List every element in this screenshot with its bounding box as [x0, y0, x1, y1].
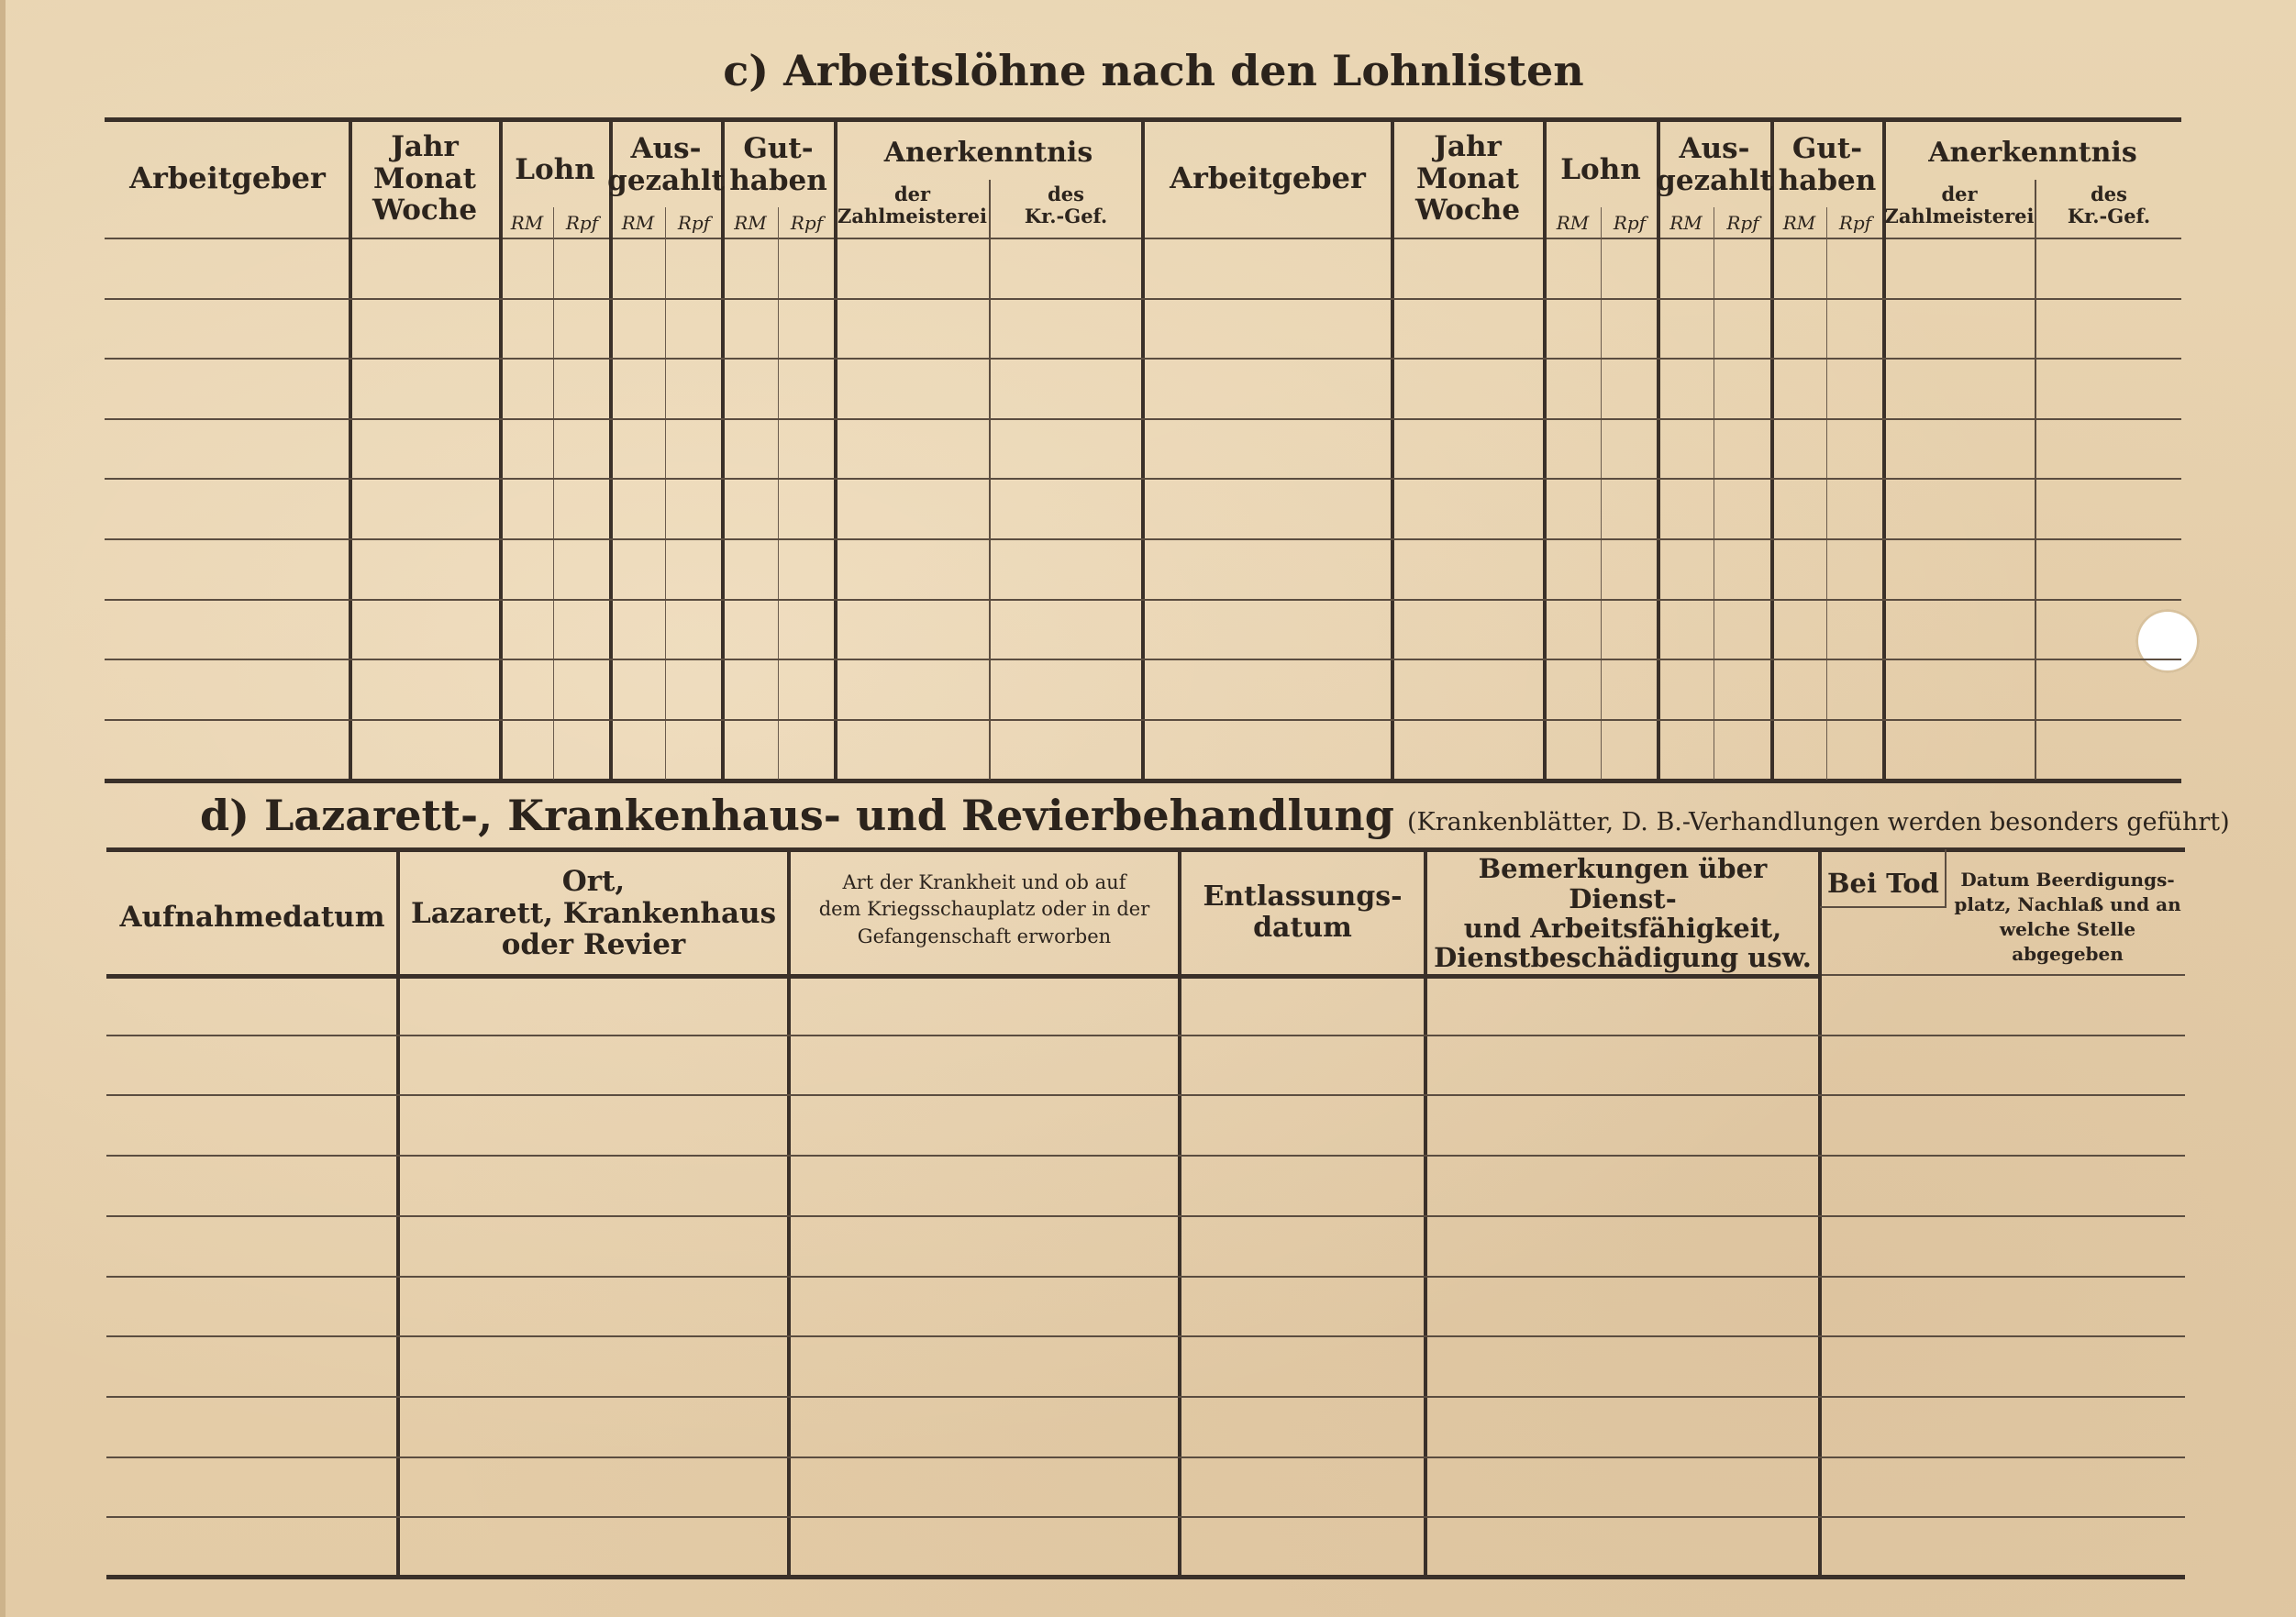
- label-art2: dem Kriegsschauplatz oder in der: [818, 898, 1150, 921]
- col-header-ort: [400, 858, 787, 969]
- label-art1: Art der Krankheit und ob auf: [842, 870, 1126, 893]
- col-divider: [1178, 849, 1181, 1578]
- sub-rpf: Rpf: [790, 211, 824, 234]
- sub-der-zahlmeisterei: [836, 176, 989, 235]
- label-krgef: Kr.-Gef.: [1024, 205, 1108, 227]
- row-rule: [106, 1335, 2185, 1337]
- col-divider: [778, 207, 779, 780]
- label-der: der: [893, 183, 931, 206]
- row-rule: [105, 719, 2181, 721]
- row-rule: [106, 1276, 2185, 1278]
- col-divider: [1818, 849, 1822, 1578]
- label-bem2: und Arbeitsfähigkeit,: [1463, 913, 1782, 944]
- label-monat: Monat: [373, 161, 476, 195]
- sub-rm: RM: [621, 211, 655, 234]
- label-der: der: [1941, 183, 1978, 206]
- col-header-anerkenntnis: Anerkenntnis: [883, 137, 1093, 170]
- label-revier: oder Revier: [501, 928, 686, 962]
- sub-rpf: Rpf: [1838, 211, 1872, 234]
- label-jahr: Jahr: [1434, 129, 1502, 163]
- label-des: des: [1048, 183, 1084, 206]
- table-d-bottom-rule: [106, 1575, 2185, 1579]
- label-datum3: welche Stelle abgegeben: [1999, 918, 2136, 965]
- col-header-ausgezahlt-2: [1656, 128, 1773, 202]
- label-jahr: Jahr: [391, 129, 459, 163]
- label-aus: Aus-: [1679, 132, 1750, 166]
- label-entl2: datum: [1253, 912, 1352, 944]
- row-rule: [106, 1094, 2185, 1096]
- row-rule: [106, 1396, 2185, 1398]
- label-zahlmeisterei: Zahlmeisterei: [837, 205, 988, 227]
- col-header-aufnahmedatum: Aufnahmedatum: [119, 900, 385, 934]
- sub-rpf: Rpf: [1613, 211, 1647, 234]
- row-rule: [105, 659, 2181, 660]
- col-header-art-der-krankheit: [791, 858, 1178, 961]
- sub-des-krgef-2: [2036, 176, 2181, 235]
- row-rule: [105, 358, 2181, 360]
- table-d-top-rule: [106, 847, 2185, 852]
- section-c-title: c) Arbeitslöhne nach den Lohnlisten: [723, 46, 1584, 95]
- section-d-title-wrap: [200, 791, 2230, 840]
- sub-rpf: Rpf: [677, 211, 711, 234]
- section-d-note: (Krankenblätter, D. B.-Verhandlungen werden besonders geführt): [1406, 808, 2230, 836]
- col-header-arbeitgeber-2: Arbeitgeber: [1170, 161, 1366, 196]
- punch-hole: [2135, 609, 2200, 673]
- label-woche: Woche: [372, 194, 478, 227]
- label-des: des: [2091, 183, 2127, 206]
- col-header-anerkenntnis-2: Anerkenntnis: [1928, 137, 2137, 170]
- section-d-title: d) Lazarett-, Krankenhaus- und Revierbehandlung: [200, 791, 1394, 840]
- label-gezahlt: gezahlt: [607, 164, 725, 197]
- label-datum1: Datum Beerdigungs-: [1960, 869, 2175, 891]
- row-rule: [105, 538, 2181, 540]
- sub-rm: RM: [1556, 211, 1590, 234]
- label-bei-tod: Bei Tod: [1827, 867, 1939, 899]
- row-rule: [105, 418, 2181, 420]
- col-header-jahr-monat-woche: [350, 128, 499, 229]
- label-woche: Woche: [1414, 194, 1521, 227]
- row-rule: [106, 1035, 2185, 1036]
- label-bem3: Dienstbeschädigung usw.: [1434, 942, 1812, 974]
- label-gezahlt: gezahlt: [1656, 164, 1773, 197]
- col-header-datum-beerdigung: [1950, 871, 2185, 963]
- label-aus: Aus-: [630, 132, 702, 166]
- bei-tod-box-bottom: [1820, 906, 1947, 908]
- col-divider: [1141, 119, 1145, 780]
- label-lazarett: Lazarett, Krankenhaus: [410, 896, 777, 930]
- label-zahlmeisterei: Zahlmeisterei: [1884, 205, 2035, 227]
- label-gut: Gut-: [743, 132, 814, 166]
- label-haben: haben: [1778, 164, 1877, 197]
- row-rule: [105, 599, 2181, 601]
- label-krgef: Kr.-Gef.: [2067, 205, 2151, 227]
- sub-rm: RM: [1782, 211, 1816, 234]
- col-header-guthaben: [723, 128, 834, 202]
- sub-rm: RM: [1669, 211, 1703, 234]
- label-monat: Monat: [1416, 161, 1519, 195]
- row-rule: [106, 1215, 2185, 1217]
- col-divider: [665, 207, 666, 780]
- col-header-entlassungsdatum: [1181, 871, 1424, 954]
- row-rule: [106, 1456, 2185, 1458]
- col-header-lohn: Lohn: [515, 152, 595, 186]
- col-header-lohn-2: Lohn: [1560, 152, 1641, 186]
- sub-rm: RM: [510, 211, 544, 234]
- row-rule: [105, 298, 2181, 300]
- table-d-header-rule: [106, 974, 1820, 979]
- label-entl1: Entlassungs-: [1203, 880, 1403, 914]
- row-rule: [106, 1516, 2185, 1518]
- label-datum2: platz, Nachlaß und an: [1954, 893, 2181, 915]
- table-d-header-rule-right: [1820, 974, 2185, 976]
- label-art3: Gefangenschaft erworben: [857, 925, 1112, 947]
- row-rule: [106, 1155, 2185, 1157]
- col-divider: [1826, 207, 1827, 780]
- col-header-arbeitgeber: Arbeitgeber: [129, 161, 326, 196]
- col-header-guthaben-2: [1772, 128, 1882, 202]
- col-header-ausgezahlt: [607, 128, 725, 202]
- sub-rpf: Rpf: [565, 211, 599, 234]
- bei-tod-box-right: [1945, 849, 1947, 908]
- label-bem1: Bemerkungen über Dienst-: [1478, 853, 1768, 914]
- row-rule: [105, 478, 2181, 480]
- label-haben: haben: [729, 164, 827, 197]
- sub-rm: RM: [734, 211, 767, 234]
- sub-des-krgef: [991, 176, 1141, 235]
- sub-rpf: Rpf: [1726, 211, 1759, 234]
- col-divider: [1601, 207, 1602, 780]
- col-header-jahr-monat-woche-2: [1392, 128, 1543, 229]
- col-header-bemerkungen: [1427, 853, 1818, 974]
- label-gut: Gut-: [1791, 132, 1863, 166]
- col-divider: [553, 207, 554, 780]
- label-ort: Ort,: [561, 864, 626, 898]
- sub-der-zahlmeisterei-2: [1884, 176, 2035, 235]
